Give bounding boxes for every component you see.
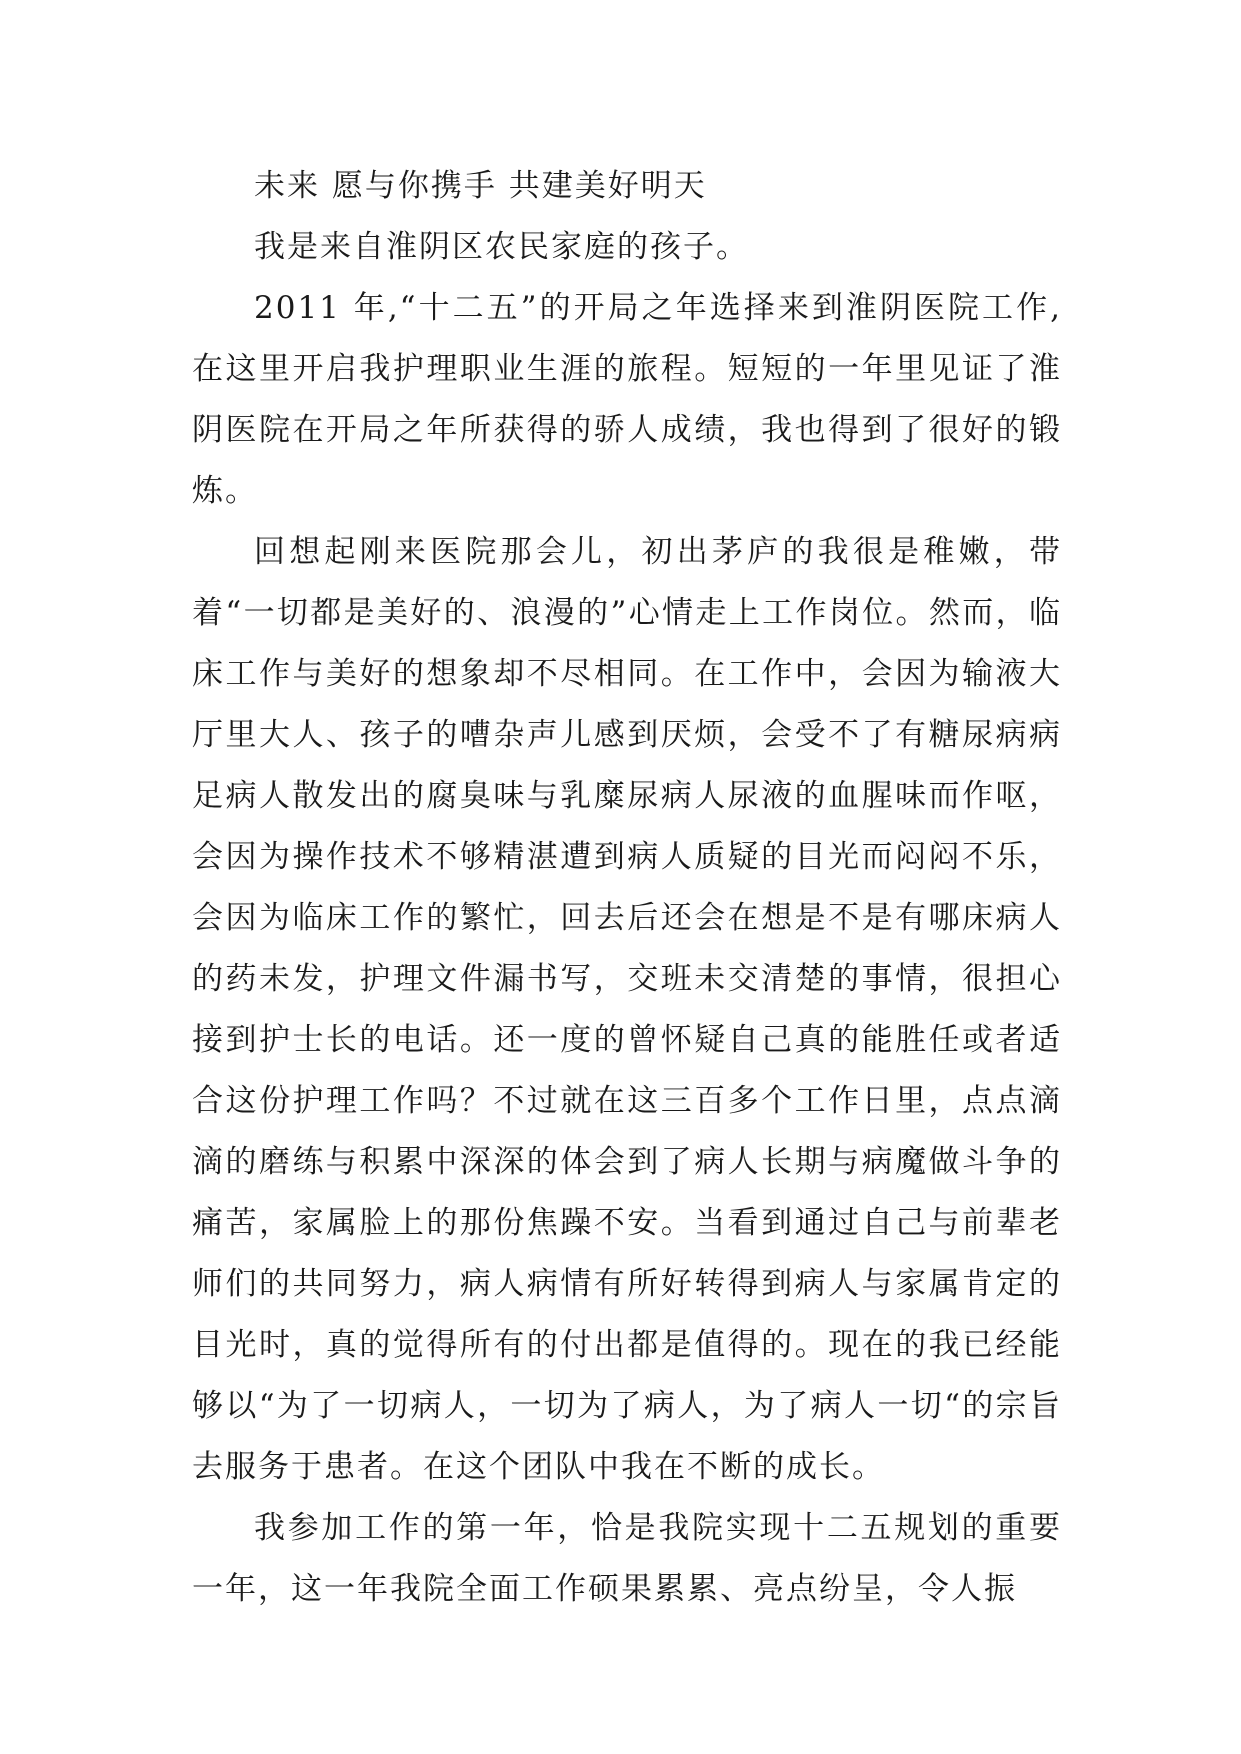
paragraph-2011: 2011 年,“十二五”的开局之年选择来到淮阴医院工作,在这里开启我护理职业生涯的旅程。短短的一年里见证了淮阴医院在开局之年所获得的骄人成绩，我也得到了很好的锻炼。 — [192, 290, 1062, 509]
paragraph-first-year: 我参加工作的第一年，恰是我院实现十二五规划的重要一年，这一年我院全面工作硕果累累、亮点纷呈，令人振 — [192, 1510, 1062, 1607]
paragraph-title-line: 未来 愿与你携手 共建美好明天 — [254, 168, 707, 204]
paragraph-intro: 我是来自淮阴区农民家庭的孩子。 — [254, 229, 749, 265]
document-body — [192, 156, 1062, 1620]
paragraph-recollection: 回想起刚来医院那会儿，初出茅庐的我很是稚嫩，带着“一切都是美好的、浪漫的”心情走上工作岗位。然而，临床工作与美好的想象却不尽相同。在工作中，会因为输液大厅里大人、孩子的嘈杂声儿感到厌烦，会受不了有糖尿病病足病人散发出的腐臭味与乳糜尿病人尿液的血腥味而作呕，会因为操作技术不够精湛遭到病人质疑的目光而闷闷不乐，会因为临床工作的繁忙，回去后还会在想是不是有哪床病人的药未发，护理文件漏书写，交班未交清楚的事情，很担心接到护士长的电话。还一度的曾怀疑自己真的能胜任或者适合这份护理工作吗？不过就在这三百多个工作日里，点点滴滴的磨练与积累中深深的体会到了病人长期与病魔做斗争的痛苦，家属脸上的那份焦躁不安。当看到通过自己与前辈老师们的共同努力，病人病情有所好转得到病人与家属肯定的目光时，真的觉得所有的付出都是值得的。现在的我已经能够以“为了一切病人，一切为了病人，为了病人一切“的宗旨去服务于患者。在这个团队中我在不断的成长。 — [192, 534, 1062, 1485]
